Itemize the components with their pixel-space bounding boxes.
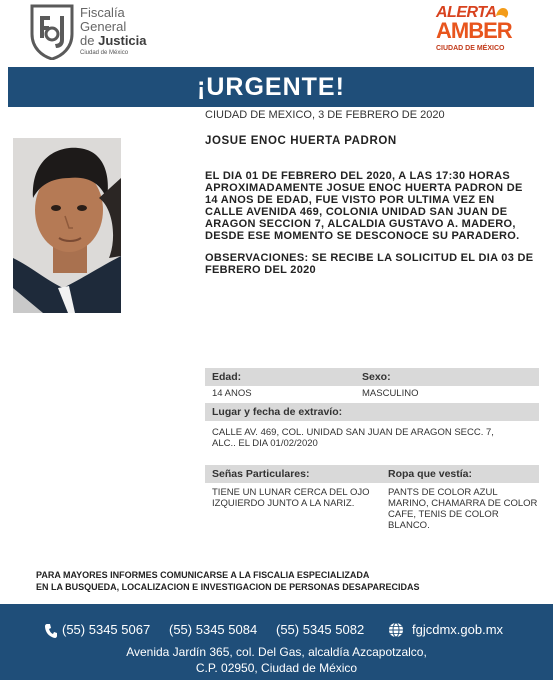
clothes-value: PANTS DE COLOR AZUL MARINO, CHAMARRA DE COLOR CAFE, TENIS DE COLOR BLANCO.	[388, 487, 538, 531]
details-table	[205, 368, 539, 531]
phone-icon	[44, 623, 58, 639]
amber-line2: AMBER	[436, 18, 512, 43]
sex-value: MASCULINO	[362, 388, 419, 399]
observations-text: OBSERVACIONES: SE RECIBE LA SOLICITUD EL DIA 03 DE FEBRERO DEL 2020	[205, 252, 534, 276]
footnote-line1: PARA MAYORES INFORMES COMUNICARSE A LA FISCALIA ESPECIALIZADA	[36, 570, 370, 580]
footnote-line2: EN LA BUSQUEDA, LOCALIZACION E INVESTIGACION DE PERSONAS DESAPARECIDAS	[36, 581, 420, 592]
phone-3[interactable]: (55) 5345 5082	[276, 622, 365, 637]
marks-value: TIENE UN LUNAR CERCA DEL OJO IZQUIERDO JUNTO A LA NARIZ.	[212, 487, 370, 509]
fgj-shield-logo	[30, 4, 74, 60]
narrative-text: EL DIA 01 DE FEBRERO DEL 2020, A LAS 17:30 HORAS APROXIMADAMENTE JOSUE ENOC HUERTA PADRON DE 14 ANOS DE EDAD, FUE VISTO POR ULTIMA VEZ EN CALLE AVENIDA 469, COLONIA UNIDAD SAN JUAN DE ARAGON SECCION 7, ALCALDIA GUSTAVO A. MADERO, DESDE ESE MOMENTO SE DESCONOCE SU PARADERO.	[205, 170, 523, 242]
sun-icon	[494, 6, 512, 24]
alerta-amber-logo	[432, 4, 517, 56]
amber-line3: CIUDAD DE MÉXICO	[436, 45, 505, 52]
org-line1: Fiscalía	[80, 5, 125, 20]
person-name: JOSUE ENOC HUERTA PADRON	[205, 135, 397, 147]
org-line3-prefix: de	[80, 33, 95, 48]
website-link[interactable]: fgjcdmx.gob.mx	[412, 622, 504, 637]
org-name	[80, 6, 147, 58]
footer	[0, 604, 553, 680]
clothes-label: Ropa que vestía:	[381, 465, 539, 483]
sex-label: Sexo:	[355, 368, 539, 386]
urgent-banner: ¡URGENTE!	[8, 67, 534, 107]
org-line3-bold: Justicia	[98, 33, 147, 48]
phone-1[interactable]: (55) 5345 5067	[62, 622, 151, 637]
marks-label: Señas Particulares:	[205, 465, 381, 483]
age-label: Edad:	[205, 368, 355, 386]
phone-2[interactable]: (55) 5345 5084	[169, 622, 258, 637]
place-value: CALLE AV. 469, COL. UNIDAD SAN JUAN DE ARAGON SECC. 7, ALC.. EL DIA 01/02/2020	[212, 427, 494, 449]
org-line4: Ciudad de México	[80, 50, 129, 56]
amber-line1: ALERTA	[436, 4, 497, 21]
globe-icon	[388, 622, 404, 638]
address-line2: C.P. 02950, Ciudad de México	[195, 661, 358, 675]
age-value: 14 ANOS	[212, 388, 252, 399]
address-line1: Avenida Jardín 365, col. Del Gas, alcaldía Azcapotzalco,	[126, 645, 427, 659]
dateline: CIUDAD DE MEXICO, 3 DE FEBRERO DE 2020	[205, 109, 445, 121]
address	[0, 644, 553, 676]
missing-person-photo	[13, 138, 121, 313]
contact-footnote	[36, 570, 420, 593]
header	[0, 0, 553, 66]
place-label: Lugar y fecha de extravío:	[205, 403, 539, 421]
org-line2: General	[80, 19, 127, 34]
